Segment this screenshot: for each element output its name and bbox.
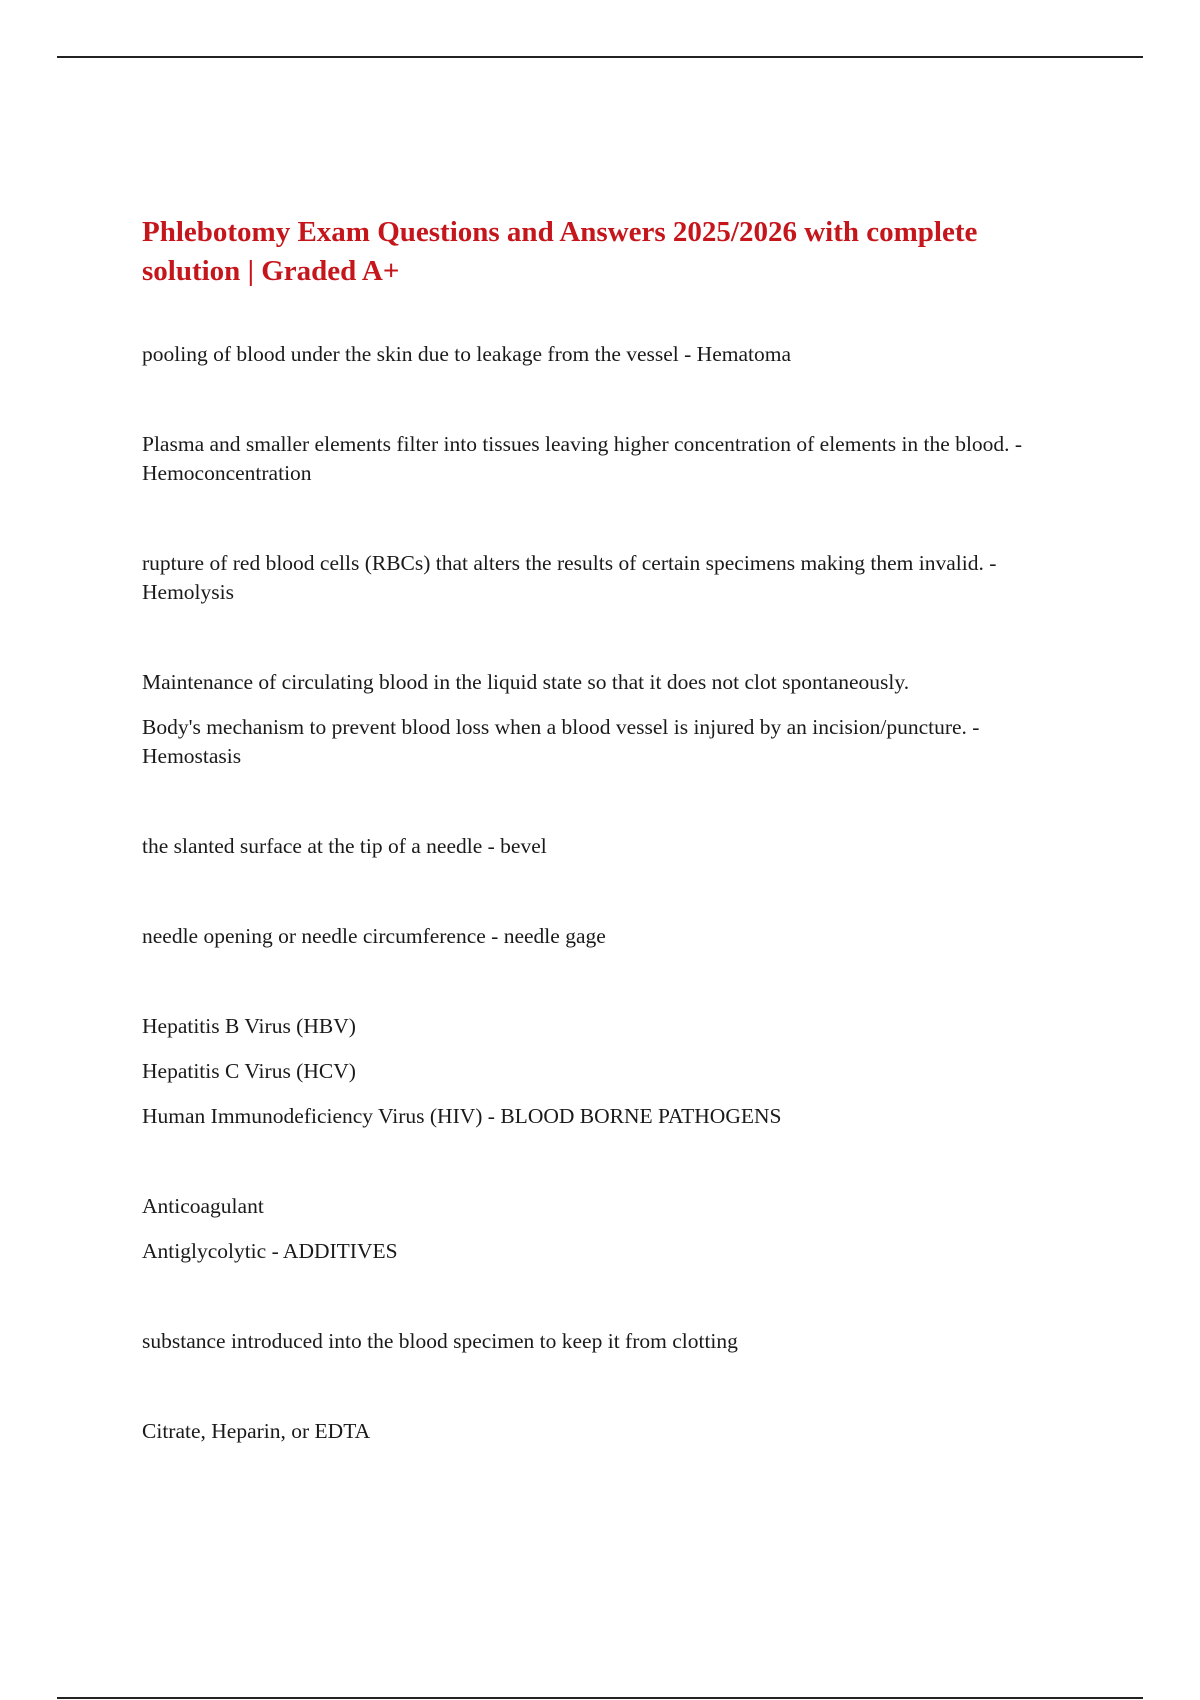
qa-text: Human Immunodeficiency Virus (HIV) - BLOOD BORNE PATHOGENS (142, 1104, 782, 1128)
qa-text: Body's mechanism to prevent blood loss when a blood vessel is injured by an incision/puncture. - Hemostasis (142, 715, 980, 768)
qa-text: Plasma and smaller elements filter into tissues leaving higher concentration of elements in the blood. - Hemoconcentration (142, 432, 1023, 485)
qa-entry (142, 549, 1062, 607)
qa-text: Anticoagulant (142, 1194, 264, 1218)
qa-text: needle opening or needle circumference - needle gage (142, 924, 606, 948)
qa-list (142, 340, 1062, 1446)
qa-text: the slanted surface at the tip of a needle - bevel (142, 834, 547, 858)
qa-entry (142, 1417, 1062, 1446)
qa-text: pooling of blood under the skin due to leakage from the vessel - Hematoma (142, 342, 792, 366)
qa-text: rupture of red blood cells (RBCs) that alters the results of certain specimens making them invalid. - Hemolysis (142, 551, 997, 604)
qa-entry (142, 668, 1062, 771)
qa-text: substance introduced into the blood specimen to keep it from clotting (142, 1329, 738, 1353)
qa-entry (142, 1192, 1062, 1266)
qa-text: Citrate, Heparin, or EDTA (142, 1419, 371, 1443)
qa-entry (142, 430, 1062, 488)
qa-text: Hepatitis C Virus (HCV) (142, 1059, 356, 1083)
bottom-rule (57, 1697, 1143, 1699)
qa-text: Hepatitis B Virus (HBV) (142, 1014, 356, 1038)
qa-entry (142, 832, 1062, 861)
qa-text: Antiglycolytic - ADDITIVES (142, 1239, 398, 1263)
qa-entry (142, 1327, 1062, 1356)
qa-entry (142, 922, 1062, 951)
qa-entry (142, 1012, 1062, 1131)
top-rule (57, 56, 1143, 58)
document-title: Phlebotomy Exam Questions and Answers 2025/2026 with complete solution | Graded A+ (142, 216, 978, 287)
qa-text: Maintenance of circulating blood in the liquid state so that it does not clot spontaneously. (142, 670, 910, 694)
qa-entry (142, 340, 1062, 369)
page-content (142, 213, 1062, 1507)
